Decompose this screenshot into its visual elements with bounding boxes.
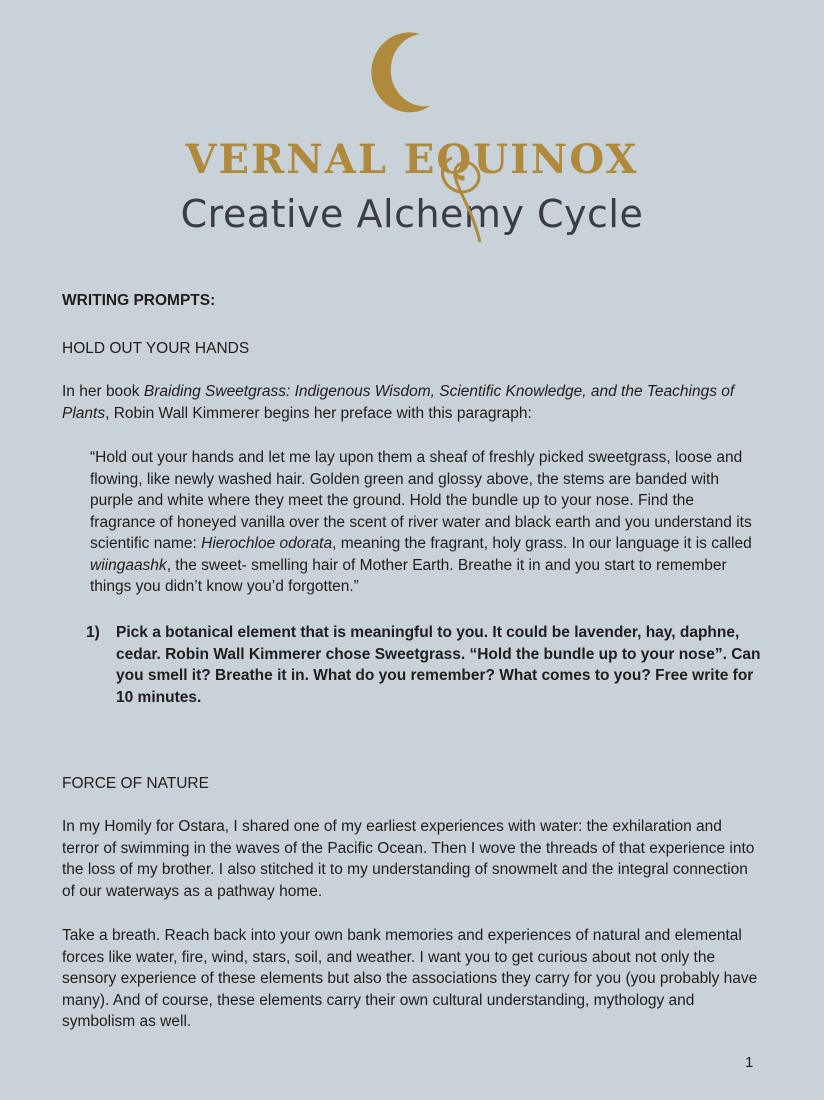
title-creative-alchemy-cycle: Creative Alchemy Cycle [180, 192, 644, 236]
title-vernal-equinox: VERNAL EQUINOX [185, 136, 639, 183]
crescent-moon-icon [368, 30, 440, 114]
book-title: Braiding Sweetgrass: Indigenous Wisdom, Scientific Knowledge, and the Teachings of Plants [62, 383, 735, 422]
force-paragraph-2: Take a breath. Reach back into your own bank memories and experiences of natural and elemental forces like water, fire, wind, stars, soil, and weather. I want you to get curious about not only the sensory experience of these elements but also the associations they carry for you (you probably have many). And of course, these elements carry their own cultural understanding, mythology and symbolism as well. [62, 927, 758, 1030]
scientific-name: Hierochloe odorata [201, 535, 333, 552]
section-heading-hold-out-your-hands: HOLD OUT YOUR HANDS [62, 340, 250, 357]
native-name: wiingaashk [90, 556, 167, 574]
prompt-text: Pick a botanical element that is meaningful to you. It could be lavender, hay, daphne, cedar. Robin Wall Kimmerer chose Sweetgrass. “Hold the bundle up to your nose”. Can you smell it? Breathe it in. What do you remember? What comes to you? Free write for 10 minutes. [116, 624, 761, 706]
writing-prompt-1 [86, 622, 762, 708]
decorative-swirl-icon [400, 150, 530, 250]
prompt-number: 1) [86, 624, 100, 641]
force-paragraph-1: In my Homily for Ostara, I shared one of my earliest experiences with water: the exhilaration and terror of swimming in the waves of the Pacific Ocean. Then I wove the threads of that experience into the loss of my brother. I also stitched it to my understanding of snowmelt and the integral connection of our waterways as a pathway home. [62, 818, 755, 900]
intro-paragraph: In her book Braiding Sweetgrass: Indigenous Wisdom, Scientific Knowledge, and the Teachings of Plants, Robin Wall Kimmerer begins her preface with this paragraph: [62, 383, 735, 422]
block-quote: “Hold out your hands and let me lay upon them a sheaf of freshly picked sweetgrass, loose and flowing, like newly washed hair. Golden green and glossy above, the stems are banded with purple and white where they meet the ground. Hold the bundle up to your nose. Find the fragrance of honeyed vanilla over the scent of river water and black earth and you understand its scientific name: Hierochloe odorata, meaning the fragrant, holy grass. In our language it is called wiingaashk, the sweet- smelling hair of Mother Earth. Breathe it in and you start to remember things you didn’t know you’d forgotten.” [90, 449, 752, 595]
section-label: WRITING PROMPTS: [62, 292, 216, 309]
page-number: 1 [745, 1054, 754, 1071]
section-heading-force-of-nature: FORCE OF NATURE [62, 775, 209, 792]
